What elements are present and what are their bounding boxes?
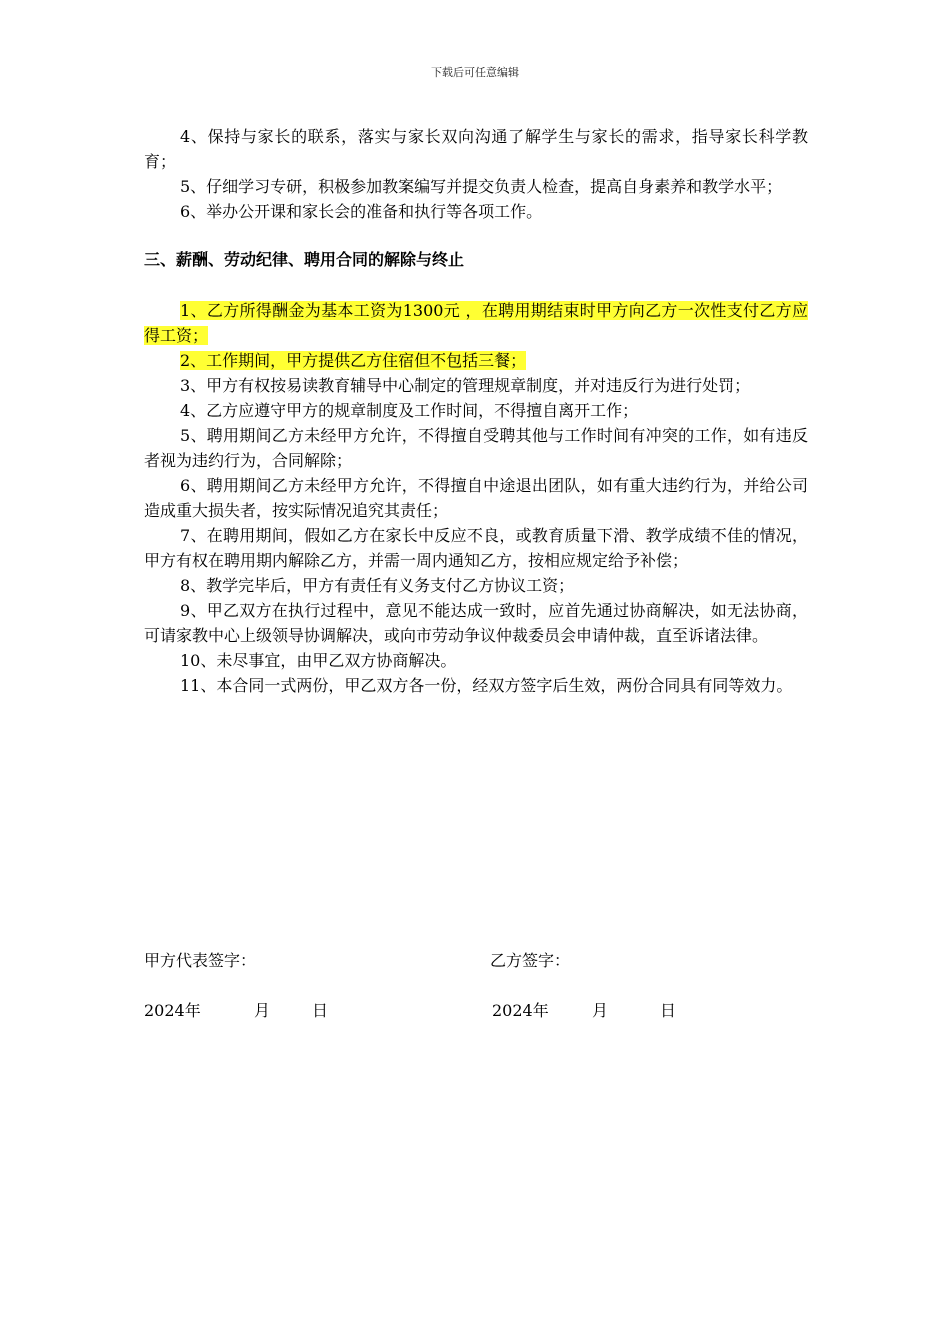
signature-label-row [144,948,808,973]
party-b-year: 2024年 [492,1001,549,1020]
misc-clause: 10、未尽事宜，由甲乙双方协商解决。 [180,651,457,670]
withdrawal-clause: 6、聘用期间乙方未经甲方允许，不得擅自中途退出团队，如有重大违约行为，并给公司造成重大损失者，按实际情况追究其责任； [144,476,808,520]
lodging-highlight: 2、工作期间，甲方提供乙方住宿但不包括三餐； [180,351,527,370]
signature-date-row [144,998,808,1023]
page-header: 下载后可任意编辑 [431,66,519,79]
penalty-clause: 3、甲方有权按易读教育辅导中心制定的管理规章制度，并对违反行为进行处罚； [180,376,751,395]
clause-5: 5、仔细学习专研，积极参加教案编写并提交负责人检查，提高自身素养和教学水平； [180,177,783,196]
party-a-year: 2024年 [144,1001,201,1020]
lodging-clause [144,348,808,373]
party-b-signature-label: 乙方签字： [490,951,571,970]
rules-clause: 4、乙方应遵守甲方的规章制度及工作时间，不得擅自离开工作； [180,401,639,420]
payment-clause: 8、教学完毕后，甲方有责任有义务支付乙方协议工资； [180,576,575,595]
termination-clause: 7、在聘用期间，假如乙方在家长中反应不良，或教育质量下滑、教学成绩不佳的情况，甲方有权在聘用期内解除乙方，并需一周内通知乙方，按相应规定给予补偿； [144,526,808,570]
party-b-day: 日 [660,1001,677,1020]
party-b-month: 月 [592,1001,609,1020]
section-title: 三、薪酬、劳动纪律、聘用合同的解除与终止 [144,250,465,269]
salary-clause [144,298,808,348]
clause-6: 6、举办公开课和家长会的准备和执行等各项工作。 [180,202,543,221]
document-body [144,124,808,698]
party-a-day: 日 [312,1001,329,1020]
signature-block [144,948,808,1048]
clause-4: 4、保持与家长的联系，落实与家长双向沟通了解学生与家长的需求，指导家长科学教育； [144,127,808,171]
moonlighting-clause: 5、聘用期间乙方未经甲方允许，不得擅自受聘其他与工作时间有冲突的工作，如有违反者视为违约行为，合同解除； [144,426,808,470]
dispute-clause: 9、甲乙双方在执行过程中，意见不能达成一致时，应首先通过协商解决，如无法协商，可请家教中心上级领导协调解决，或向市劳动争议仲裁委员会申请仲裁，直至诉诸法律。 [144,601,808,645]
copies-clause: 11、本合同一式两份，甲乙双方各一份，经双方签字后生效，两份合同具有同等效力。 [180,676,793,695]
salary-highlight: 1、乙方所得酬金为基本工资为1300元 ，在聘用期结束时甲方向乙方一次性支付乙方应得工资； [144,301,808,345]
party-a-month: 月 [254,1001,271,1020]
party-a-signature-label: 甲方代表签字： [144,951,257,970]
